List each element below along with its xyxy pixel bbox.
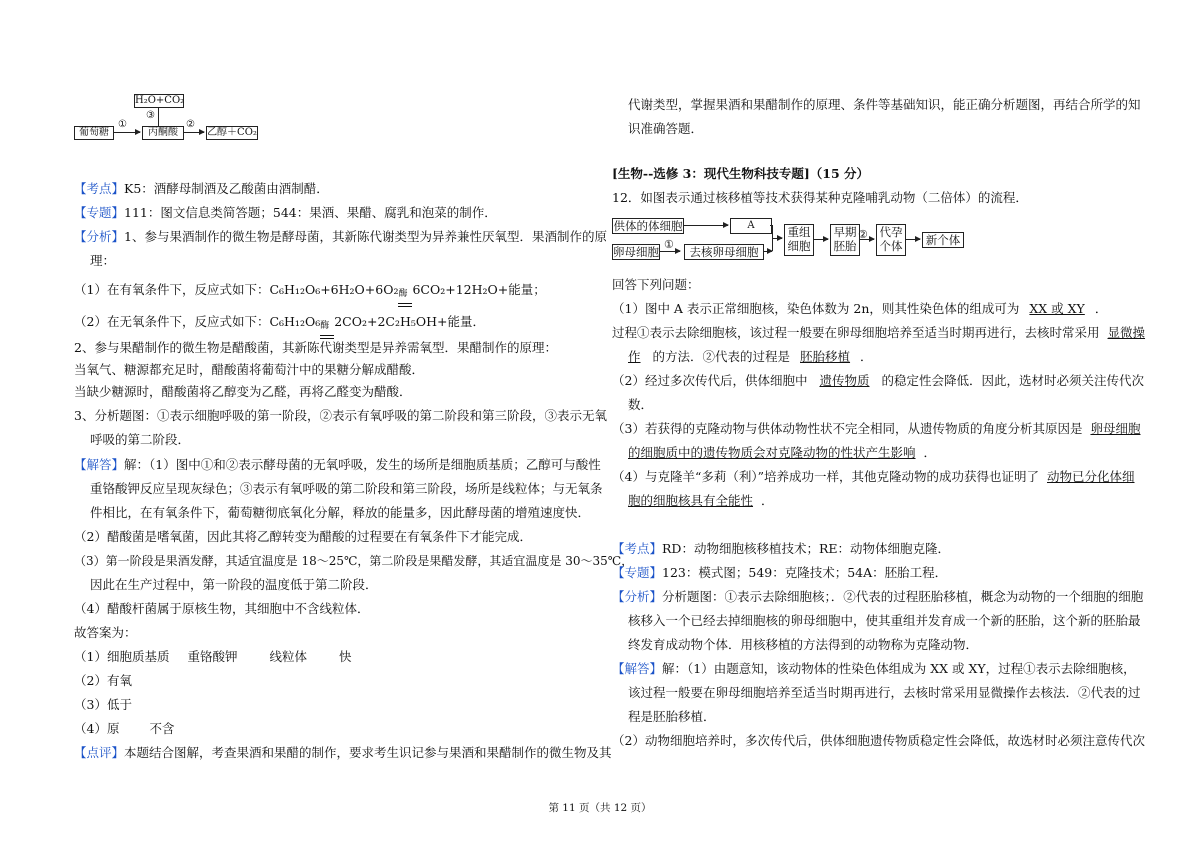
arrow-to-new — [906, 239, 920, 240]
diagram-cloning — [612, 214, 972, 264]
left-fenxi-2a: 当氧气、糖源都充足时，醋酸菌将葡萄汁中的果糖分解成醋酸． — [74, 362, 425, 377]
right-fenxi-3: 终发育成动物个体．用核移植的方法得到的动物称为克隆动物． — [628, 637, 979, 652]
right-q2-c: 数． — [628, 397, 654, 412]
right-q1-c: 作 的方法．②代表的过程是 胚胎移植 ． — [628, 349, 873, 364]
left-jieda-2: （2）醋酸菌是嗜氧菌，因此其将乙醇转变为醋酸的过程要在有氧条件下才能完成． — [74, 529, 532, 544]
right-q3-b: 的细胞质中的遗传物质会对克隆动物的性状产生影响 ． — [628, 445, 937, 460]
diagram-respiration — [74, 94, 264, 150]
early-embryo-box: 早期胚胎 — [830, 224, 860, 256]
left-fenxi-2: 2、参与果醋制作的微生物是醋酸菌，其新陈代谢类型是异养需氧型．果醋制作的原理： — [74, 340, 557, 355]
left-answer-intro: 故答案为： — [74, 625, 137, 640]
step-2-label: ② — [858, 228, 868, 241]
arrow-1 — [114, 132, 140, 133]
left-dianping: 【点评】本题结合图解，考查果酒和果醋的制作，要求考生识记参与果酒和果醋制作的微生物及其 — [74, 745, 612, 760]
arrow-3-line — [158, 106, 159, 126]
right-section-title: [生物--选修 3：现代生物科技专题]（15 分） — [612, 166, 870, 181]
left-jieda-1c: 件相比，在有氧条件下，葡萄糖彻底氧化分解，释放的能量多，因此酵母菌的增殖速度快． — [90, 505, 591, 520]
left-fenxi-3b: 呼吸的第二阶段． — [90, 432, 191, 447]
diagram-h2o-co2: H₂O+CO₂ — [135, 95, 185, 106]
right-jieda-1: 【解答】解：（1）由题意知，该动物体的性染色体组成为 XX 或 XY，过程①表示去除细胞核， — [612, 661, 1136, 676]
right-jieda-4: （2）动物细胞培养时，多次传代后，供体细胞遗传物质稳定性会降低，故选材时必须注意传代次 — [612, 733, 1145, 748]
left-fenxi-2b: 当缺少糖源时，醋酸菌将乙醇变为乙醛，再将乙醛变为醋酸． — [74, 384, 412, 399]
right-jieda-2: 该过程一般要在卵母细胞培养至适当时期再进行，去核时常采用显微操作去核法．②代表的过 — [628, 685, 1141, 700]
left-kaodian: 【考点】K5：酒酵母制酒及乙酸菌由酒制醋． — [74, 181, 329, 196]
diagram-pyruvate: 丙酮酸 — [142, 126, 184, 140]
left-answer-4: （4）原 不含 — [74, 721, 175, 736]
right-q2-a: （2）经过多次传代后，供体细胞中 遗传物质 的稳定性会降低．因此，选材时必须关注传代次 — [612, 373, 1144, 388]
right-zhuanti: 【专题】123：模式图；549：克隆技术；54A：胚胎工程． — [612, 565, 948, 580]
left-answer-2: （2）有氧 — [74, 673, 132, 688]
left-fenxi-3: 3、分析题图：①表示细胞呼吸的第一阶段，②表示有氧呼吸的第二阶段和第三阶段，③表示无氧 — [74, 408, 607, 423]
new-individual-box: 新个体 — [922, 232, 964, 248]
right-q12: 12．如图表示通过核移植等技术获得某种克隆哺乳动物（二倍体）的流程． — [612, 190, 1028, 205]
left-eq-2: （2）在无氧条件下，反应式如下：C₆H₁₂O₆ 酶 2CO₂+2C₂H₅OH+能量． — [74, 313, 485, 331]
arrow-enuc — [764, 251, 772, 252]
left-jieda-1: 【解答】解：（1）图中①和②表示酵母菌的无氧呼吸，发生的场所是细胞质基质；乙醇可与酸性 — [74, 457, 601, 472]
right-top-1: 代谢类型，掌握果酒和果醋制作的原理、条件等基础知识，能正确分析题图，再结合所学的知 — [628, 97, 1141, 112]
arrow-2 — [184, 132, 204, 133]
oocyte-box: 卵母细胞 — [613, 245, 659, 259]
right-q1-a: （1）图中 A 表示正常细胞核，染色体数为 2n，则其性染色体的组成可为 XX 或 XY ． — [612, 301, 1108, 316]
right-q1-b: 过程①表示去除细胞核，该过程一般要在卵母细胞培养至适当时期再进行，去核时常采用 显微操 — [612, 325, 1146, 340]
diagram-glucose: 葡萄糖 — [74, 126, 114, 140]
right-kaodian: 【考点】RD：动物细胞核移植技术；RE：动物体细胞克隆． — [612, 541, 950, 556]
right-fenxi-2: 核移入一个已经去掉细胞核的卵母细胞中，使其重组并发育成一个新的胚胎，这个新的胚胎最 — [628, 613, 1141, 628]
page-footer: 第 11 页（共 12 页） — [548, 802, 652, 814]
arrow-merge — [772, 238, 782, 239]
left-zhuanti: 【专题】111：图文信息类简答题；544：果酒、果醋、腐乳和泡菜的制作． — [74, 205, 497, 220]
left-fenxi-1: 【分析】1、参与果酒制作的微生物是酵母菌，其新陈代谢类型为异养兼性厌氧型．果酒制作的原 — [74, 229, 607, 244]
right-q3-a: （3）若获得的克隆动物与供体动物性状不完全相同，从遗传物质的角度分析其原因是 卵母细胞 — [612, 421, 1141, 436]
arrow-donor — [684, 225, 728, 226]
right-fenxi-1: 【分析】分析题图：①表示去除细胞核；．②代表的过程胚胎移植，概念为动物的一个细胞的细胞 — [612, 589, 1144, 604]
left-eq-1: （1）在有氧条件下，反应式如下：C₆H₁₂O₆+6H₂O+6O₂ 酶 6CO₂+12H₂O+能量； — [74, 281, 546, 299]
left-fenxi-1b: 理： — [90, 253, 116, 268]
step-2-label: ② — [186, 119, 195, 130]
right-q4-b: 胞的细胞核具有全能性 ． — [628, 493, 774, 508]
arrow-to-embryo — [814, 239, 828, 240]
right-jieda-3: 程是胚胎移植． — [628, 709, 716, 724]
left-jieda-3b: 因此在生产过程中，第一阶段的温度低于第二阶段． — [90, 577, 378, 592]
right-answer-prompt: 回答下列问题： — [612, 277, 700, 292]
step-3-label: ③ — [146, 110, 155, 121]
left-jieda-1b: 重铬酸钾反应呈现灰绿色；③表示有氧呼吸的第二阶段和第三阶段，场所是线粒体；与无氧条 — [90, 481, 603, 496]
nucleus-a-box: A — [730, 218, 772, 234]
right-q4-a: （4）与克隆羊“多莉（利）”培养成功一样，其他克隆动物的成功获得也证明了 动物已分化体细 — [612, 469, 1135, 484]
arrow-step1 — [660, 251, 680, 252]
diagram-ethanol: 乙醇＋CO₂ — [207, 127, 257, 138]
step-1-label: ① — [118, 119, 127, 130]
step-1-label: ① — [664, 238, 674, 251]
enucleated-oocyte-box: 去核卵母细胞 — [684, 244, 764, 260]
left-jieda-3: （3）第一阶段是果酒发酵，其适宜温度是 18～25℃，第二阶段是果醋发酵，其适宜温度是 30～35℃， — [74, 554, 634, 568]
donor-cell-box: 供体的体细胞 — [613, 219, 683, 233]
right-top-2: 识准确答题． — [628, 121, 704, 136]
left-answer-3: （3）低于 — [74, 697, 132, 712]
left-answer-1: （1）细胞质基质 重铬酸钾 线粒体 快 — [74, 649, 352, 664]
left-jieda-4: （4）醋酸杆菌属于原核生物，其细胞中不含线粒体． — [74, 601, 370, 616]
surrogate-box: 代孕个体 — [876, 224, 906, 256]
recombined-cell-box: 重组细胞 — [784, 224, 814, 256]
